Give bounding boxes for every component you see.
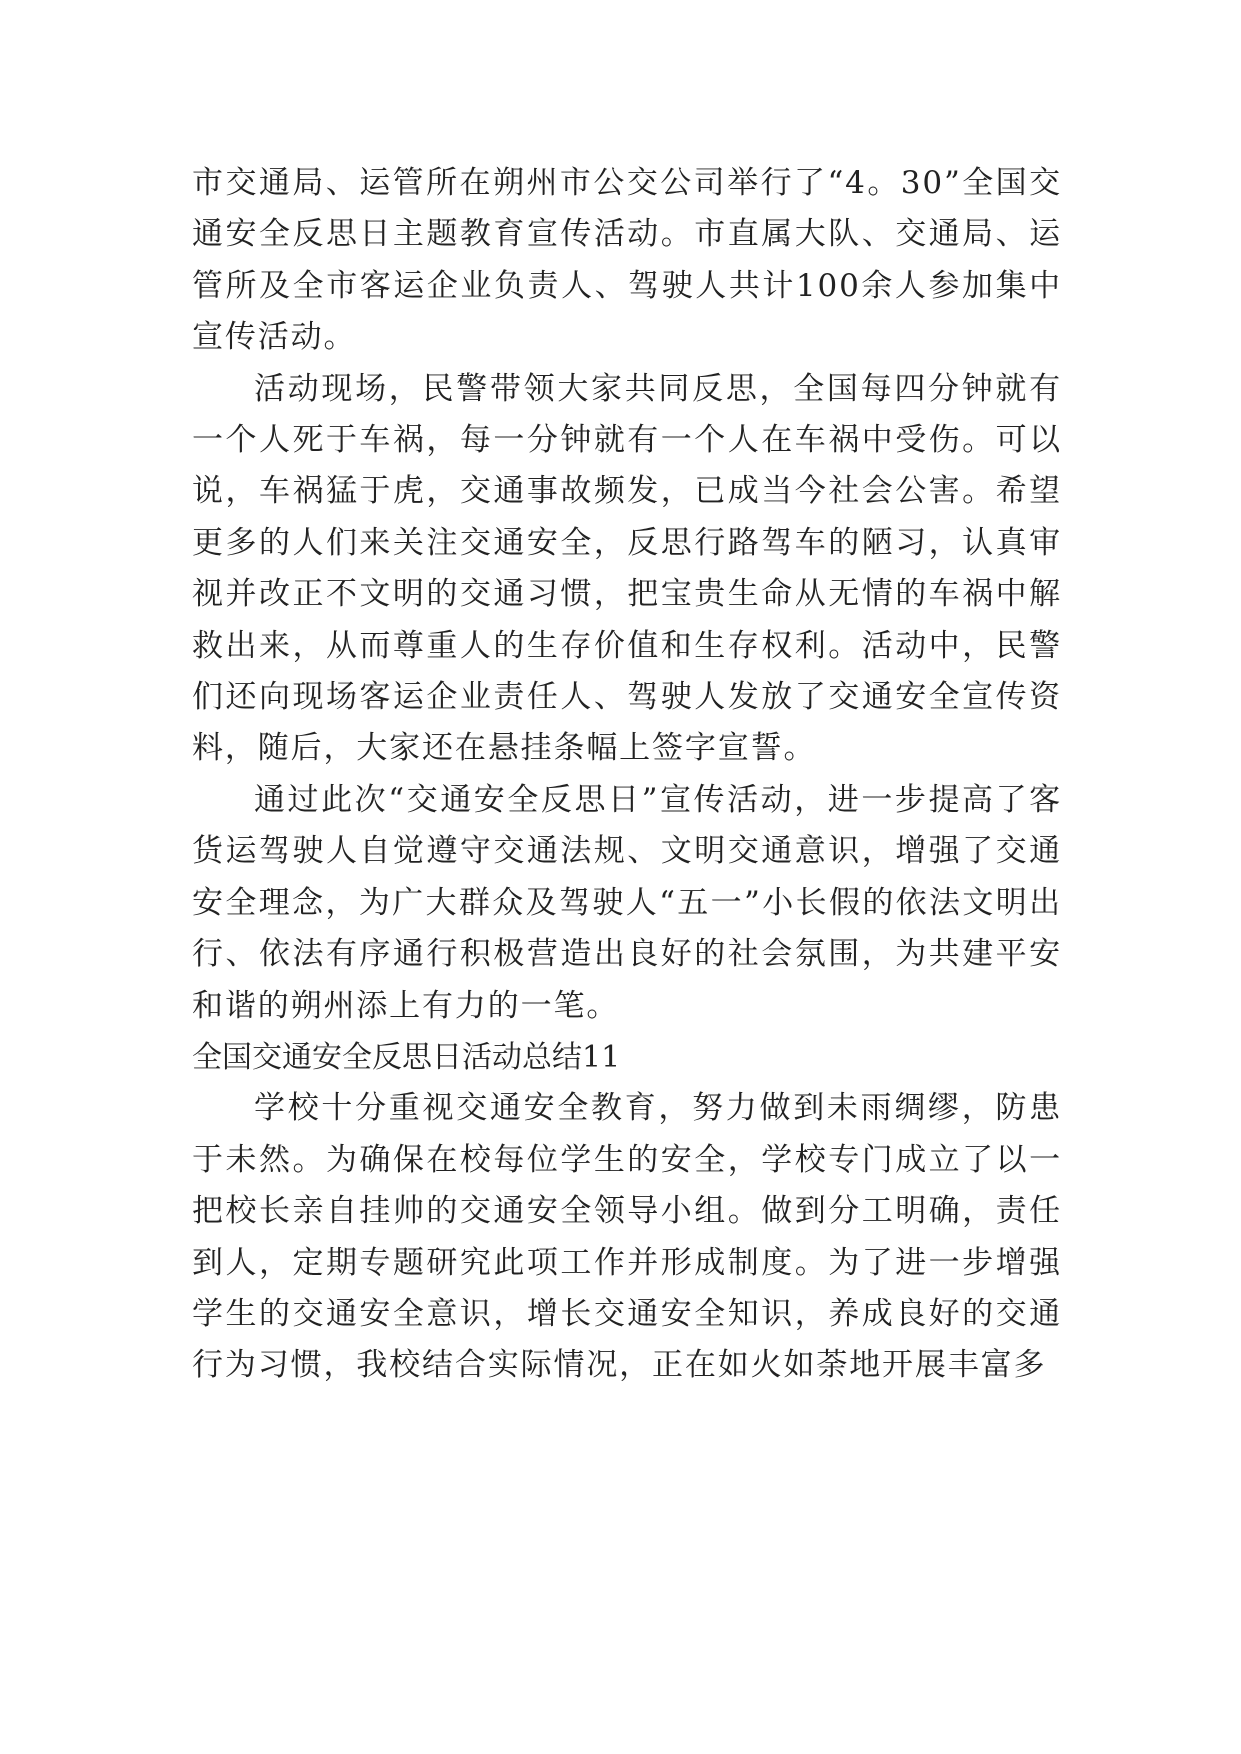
paragraph-activity-outcome: 通过此次“交通安全反思日”宣传活动，进一步提高了客货运驾驶人自觉遵守交通法规、文明交通意识，增强了交通安全理念，为广大群众及驾驶人“五一”小长假的依法文明出行、依法有序通行积极营造出良好的社会氛围，为共建平安和谐的朔州添上有力的一笔。 [192, 781, 1062, 1024]
section-heading: 全国交通安全反思日活动总结11 [192, 1039, 621, 1075]
paragraph-intro: 市交通局、运管所在朔州市公交公司举行了“4。30”全国交通安全反思日主题教育宣传活动。市直属大队、交通局、运管所及全市客运企业负责人、驾驶人共计100余人参加集中宣传活动。 [192, 165, 1062, 356]
paragraph-activity-scene: 活动现场，民警带领大家共同反思，全国每四分钟就有一个人死于车祸，每一分钟就有一个人在车祸中受伤。可以说，车祸猛于虎，交通事故频发，已成当今社会公害。希望更多的人们来关注交通安全，反思行路驾车的陋习，认真审视并改正不文明的交通习惯，把宝贵生命从无情的车祸中解救出来，从而尊重人的生存价值和生存权利。活动中，民警们还向现场客运企业责任人、驾驶人发放了交通安全宣传资料，随后，大家还在悬挂条幅上签字宣誓。 [192, 370, 1062, 767]
paragraph-school-safety: 学校十分重视交通安全教育，努力做到未雨绸缪，防患于未然。为确保在校每位学生的安全，学校专门成立了以一把校长亲自挂帅的交通安全领导小组。做到分工明确，责任到人，定期专题研究此项工作并形成制度。为了进一步增强学生的交通安全意识，增长交通安全知识，养成良好的交通行为习惯，我校结合实际情况，正在如火如荼地开展丰富多 [192, 1090, 1062, 1384]
document-body [192, 158, 1062, 1392]
